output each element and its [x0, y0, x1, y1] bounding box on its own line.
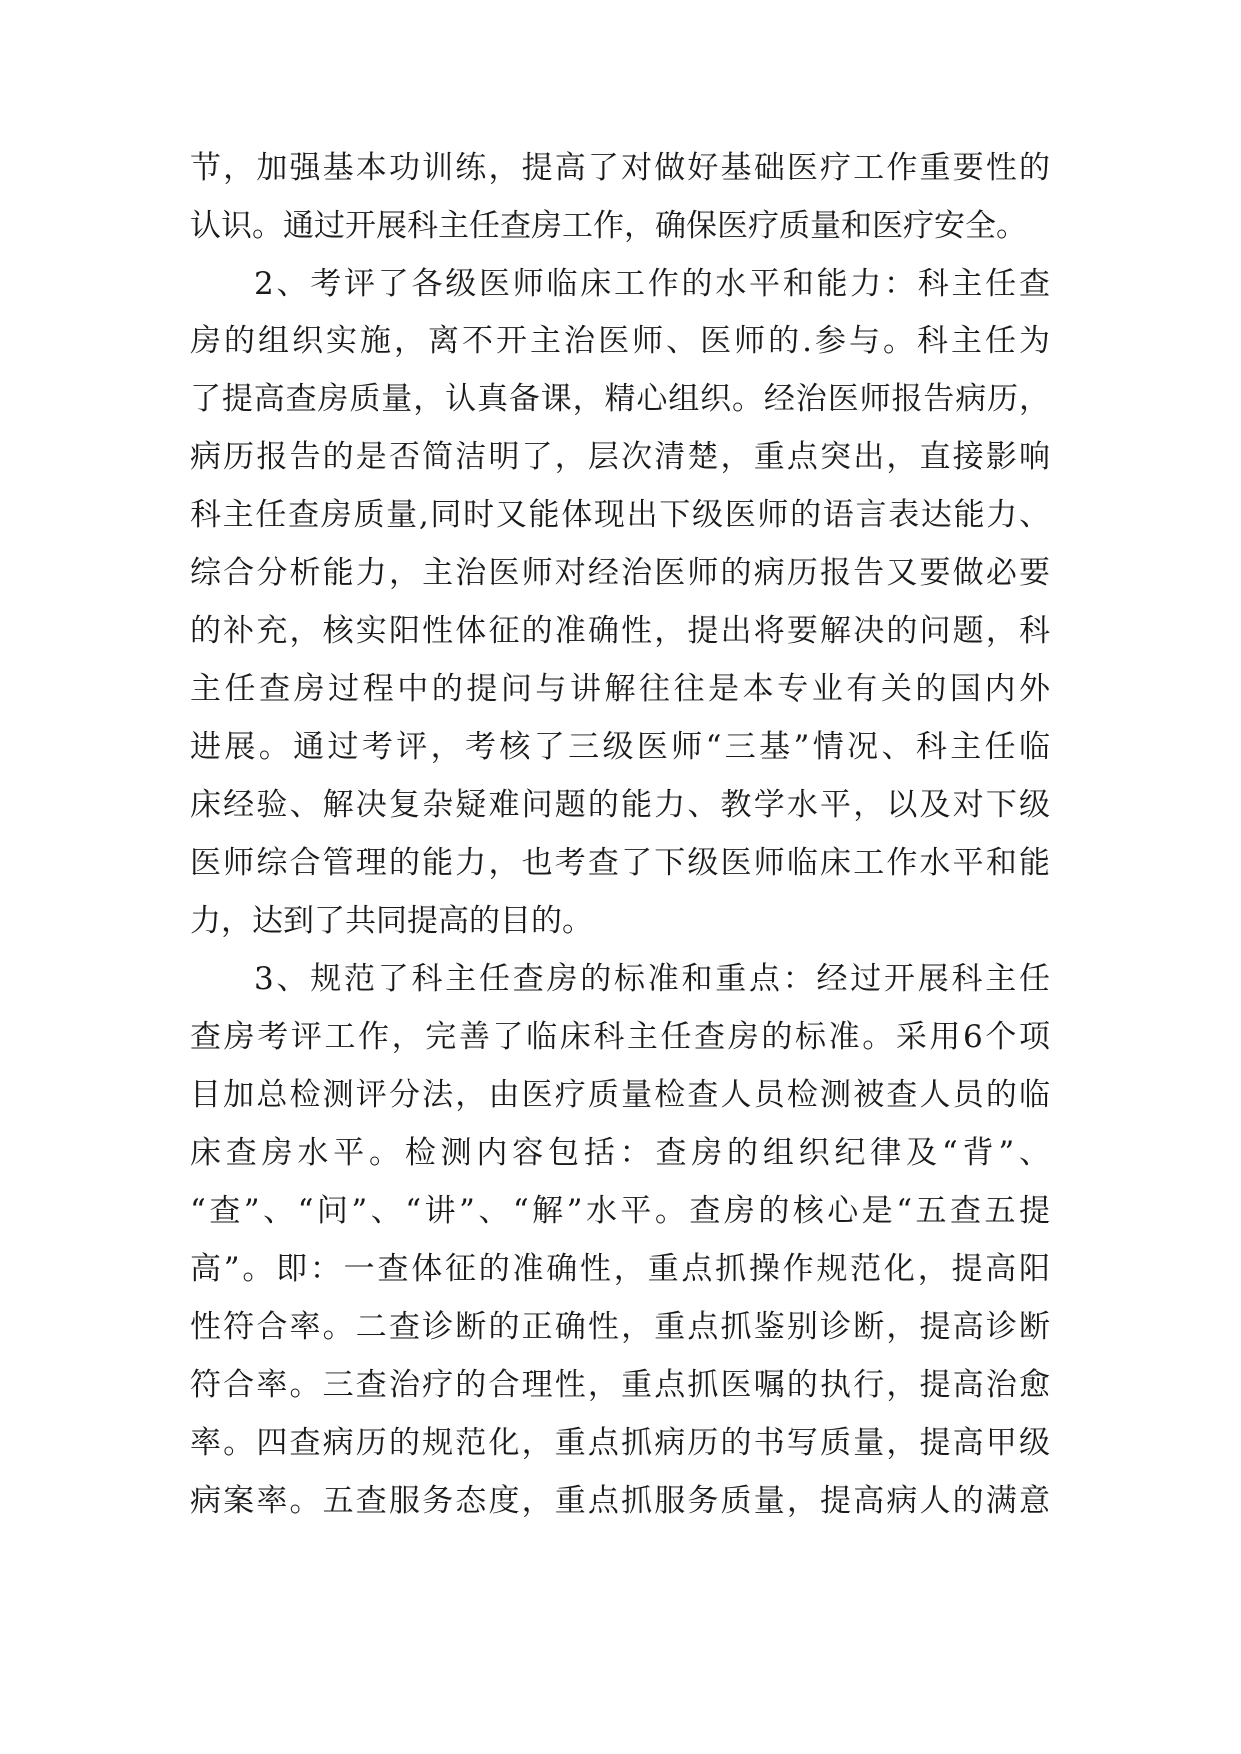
- text-line: “查”、“问”、“讲”、“解”水平。查房的核心是“五查五提: [190, 1193, 1050, 1229]
- text-line: 病历报告的是否简洁明了，层次清楚，重点突出，直接影响: [190, 439, 1050, 475]
- text-line: 力，达到了共同提高的目的。: [190, 903, 593, 939]
- text-line: 符合率。三查治疗的合理性，重点抓医嘱的执行，提高治愈: [190, 1367, 1050, 1403]
- text-line: 的补充，核实阳性体征的准确性，提出将要解决的问题，科: [190, 613, 1050, 649]
- text-line: 房的组织实施，离不开主治医师、医师的.参与。科主任为: [190, 323, 1050, 359]
- text-line: 率。四查病历的规范化，重点抓病历的书写质量，提高甲级: [190, 1425, 1050, 1461]
- text-line: 科主任查房质量,同时又能体现出下级医师的语言表达能力、: [190, 497, 1050, 533]
- paragraph-3-first-line: 3、规范了科主任查房的标准和重点：经过开展科主任: [254, 961, 1050, 997]
- text-line: 进展。通过考评，考核了三级医师“三基”情况、科主任临: [190, 729, 1050, 765]
- text-line: 高”。即：一查体征的准确性，重点抓操作规范化，提高阳: [190, 1251, 1050, 1287]
- text-line: 综合分析能力，主治医师对经治医师的病历报告又要做必要: [190, 555, 1050, 591]
- text-line: 目加总检测评分法，由医疗质量检查人员检测被查人员的临: [190, 1077, 1050, 1113]
- paragraph-2-first-line: 2、考评了各级医师临床工作的水平和能力：科主任查: [254, 266, 1050, 302]
- text-line: 病案率。五查服务态度，重点抓服务质量，提高病人的满意: [190, 1483, 1050, 1519]
- text-line: 了提高查房质量，认真备课，精心组织。经治医师报告病历，: [190, 381, 1050, 417]
- text-line: 床经验、解决复杂疑难问题的能力、教学水平，以及对下级: [190, 787, 1050, 823]
- text-line: 认识。通过开展科主任查房工作，确保医疗质量和医疗安全。: [190, 208, 1027, 244]
- text-line: 性符合率。二查诊断的正确性，重点抓鉴别诊断，提高诊断: [190, 1309, 1050, 1345]
- text-line: 床查房水平。检测内容包括：查房的组织纪律及“背”、: [190, 1135, 1050, 1171]
- text-line: 查房考评工作，完善了临床科主任查房的标准。采用6个项: [190, 1019, 1050, 1055]
- text-line: 医师综合管理的能力，也考查了下级医师临床工作水平和能: [190, 845, 1050, 881]
- text-line: 节，加强基本功训练，提高了对做好基础医疗工作重要性的: [190, 150, 1050, 186]
- text-line: 主任查房过程中的提问与讲解往往是本专业有关的国内外: [190, 671, 1050, 707]
